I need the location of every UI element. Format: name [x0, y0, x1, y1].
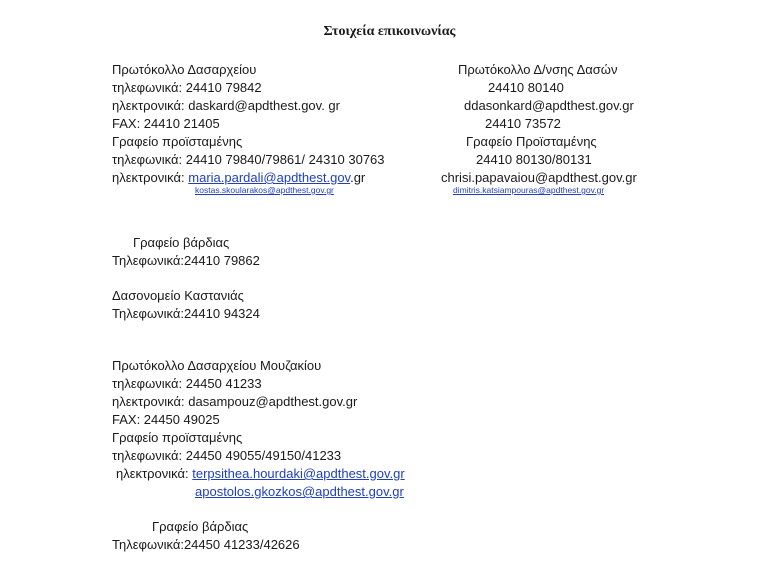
mouzaki-office-phone: τηλεφωνικά: 24450 49055/49150/41233 — [112, 448, 342, 463]
right-email: ddasonkard@apdthest.gov.gr — [464, 98, 634, 113]
mouzaki-office-email-line — [116, 466, 405, 482]
mouzaki-heading: Πρωτόκολλο Δασαρχείου Μουζακίου — [112, 358, 322, 373]
left-office-email-link[interactable]: maria.pardali@apdthest.gov — [188, 170, 351, 185]
mouzaki-office-email-link-2[interactable]: apostolos.gkozkos@apdthest.gov.gr — [195, 484, 404, 499]
right-office-phone: 24410 80130/80131 — [476, 152, 592, 167]
left-phone: τηλεφωνικά: 24410 79842 — [112, 80, 262, 95]
left-heading: Πρωτόκολλο Δασαρχείου — [112, 62, 257, 77]
mouzaki-watch-phone: Τηλεφωνικά:24450 41233/42626 — [112, 537, 300, 552]
mouzaki-office: Γραφείο προϊσταμένης — [112, 430, 243, 445]
mouzaki-watch-heading: Γραφείο βάρδιας — [152, 519, 249, 534]
right-phone: 24410 80140 — [488, 80, 564, 95]
left-office: Γραφείο προϊσταμένης — [112, 134, 243, 149]
right-office-email-small-link[interactable]: dimitris.katsiampouras@apdthest.gov.gr — [453, 185, 605, 195]
left-email: daskard@apdthest.gov. gr — [188, 98, 340, 113]
kastania-phone: Τηλεφωνικά:24410 94324 — [112, 306, 260, 321]
left-email-line — [112, 98, 340, 114]
left-email-label: ηλεκτρονικά: — [112, 98, 189, 113]
right-heading: Πρωτόκολλο Δ/νσης Δασών — [458, 62, 618, 77]
page-title: Στοιχεία επικοινωνίας — [323, 24, 456, 39]
left-office-email-suffix: .gr — [350, 170, 366, 185]
right-fax: 24410 73572 — [485, 116, 561, 131]
left-fax: FAX: 24410 21405 — [112, 116, 220, 131]
left-office-phone: τηλεφωνικά: 24410 79840/79861/ 24310 30763 — [112, 152, 385, 167]
mouzaki-fax: FAX: 24450 49025 — [112, 412, 220, 427]
left-office-email-line — [112, 170, 365, 186]
kastania-heading: Δασονομείο Καστανιάς — [112, 288, 244, 303]
right-office: Γραφείο Προϊσταμένης — [466, 134, 597, 149]
mouzaki-phone: τηλεφωνικά: 24450 41233 — [112, 376, 262, 391]
left-office-email-small-link[interactable]: kostas.skoularakos@apdthest.gov.gr — [195, 185, 334, 195]
mouzaki-email: ηλεκτρονικά: dasampouz@apdthest.gov.gr — [112, 394, 358, 409]
mouzaki-office-email-label: ηλεκτρονικά: — [116, 466, 193, 481]
watch-office-heading: Γραφείο βάρδιας — [133, 235, 230, 250]
mouzaki-office-email-link-1[interactable]: terpsithea.hourdaki@apdthest.gov.gr — [192, 466, 405, 481]
left-office-email-label: ηλεκτρονικά: — [112, 170, 189, 185]
right-office-email: chrisi.papavaiou@apdthest.gov.gr — [441, 170, 637, 185]
watch-office-phone: Τηλεφωνικά:24410 79862 — [112, 253, 260, 268]
